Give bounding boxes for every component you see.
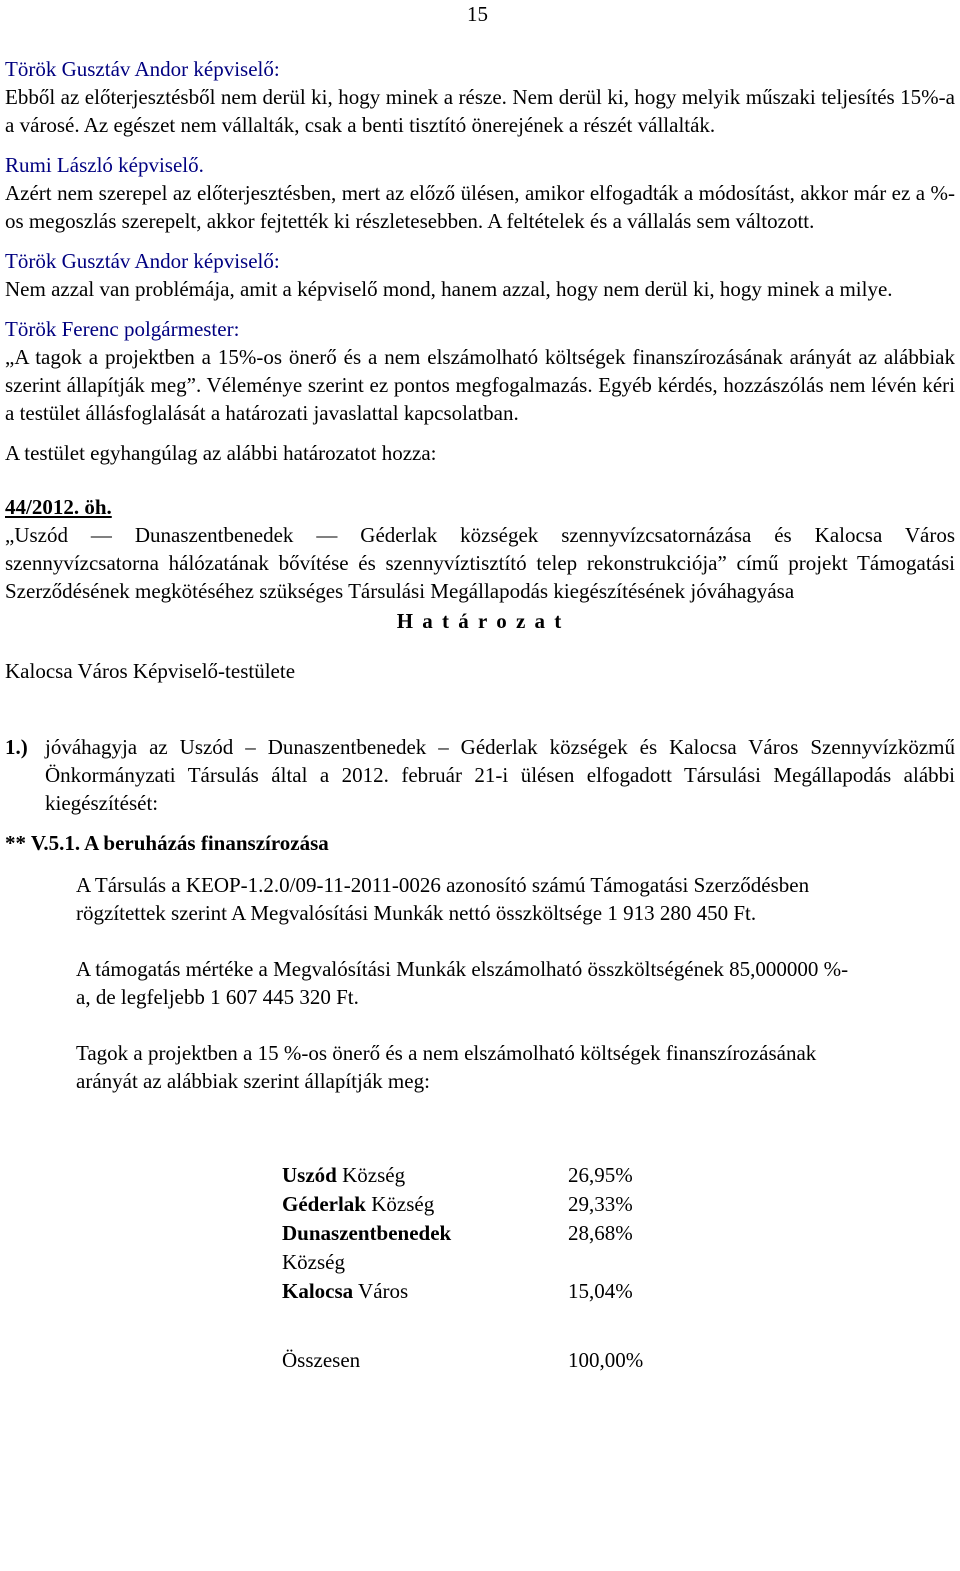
member-name: Uszód Község (282, 1163, 406, 1187)
section-title: ** V.5.1. A beruházás finanszírozása (5, 831, 329, 855)
page-number: 15 (467, 2, 488, 26)
speech-text: „A tagok a projektben a 15%-os önerő és a nem elszámolható költségek finanszírozásának arányát az alábbiak szerint állapítják meg”. Véleménye szerint ez pontos megfogalmazás. Egyéb kérdés, hozzászólás nem lévén kéri a testület állásfoglalását a határozati javaslattal kapcsolatban. (5, 345, 955, 425)
member-share: 26,95% (568, 1163, 633, 1187)
member-name: Géderlak Község (282, 1192, 435, 1216)
speech-text: Nem azzal van problémája, amit a képviselő mond, hanem azzal, hogy nem derül ki, hogy minek a milye. (5, 277, 893, 301)
speech-2 (5, 151, 955, 235)
council-name: Kalocsa Város Képviselő-testülete (5, 659, 296, 683)
speaker-name: Rumi László képviselő. (5, 153, 204, 177)
member-share: 15,04% (568, 1279, 633, 1303)
total-label: Összesen (282, 1348, 361, 1372)
speaker-name: Török Ferenc polgármester: (5, 317, 240, 341)
resolution-item (5, 733, 955, 817)
speech-4 (5, 315, 955, 427)
resolution-title: „Uszód — Dunaszentbenedek — Géderlak községek szennyvízcsatornázása és Kalocsa Város szennyvízcsatorna hálózatának bővítése és szennyvíztisztító telep rekonstrukciója” című projekt Támogatási Szerződésének megkötéséhez szükséges Társulási Megállapodás kiegészítésének jóváhagyása (5, 523, 955, 603)
resolution-number: 44/2012. öh. (5, 495, 112, 519)
member-name: Kalocsa Város (282, 1279, 409, 1303)
item-text: jóváhagyja az Uszód – Dunaszentbenedek – Géderlak községek és Kalocsa Város Szennyvízközmű Önkormányzati Társulás által a 2012. február 21-i ülésen elfogadott Társulási Megállapodás alábbi kiegészítését: (45, 735, 955, 815)
table-row (282, 1277, 643, 1306)
speech-3 (5, 247, 955, 303)
table-row (282, 1219, 643, 1277)
member-name: Dunaszentbenedek Község (282, 1221, 452, 1274)
speech-1 (5, 55, 955, 139)
item-number: 1.) (5, 735, 28, 759)
share-table (282, 1161, 643, 1375)
table-row (282, 1190, 643, 1219)
total-value: 100,00% (568, 1348, 644, 1372)
section-paragraph: Tagok a projektben a 15 %-os önerő és a nem elszámolható költségek finanszírozásának arányát az alábbiak szerint állapítják meg: (76, 1041, 817, 1093)
vote-statement: A testület egyhangúlag az alábbi határozatot hozza: (5, 441, 437, 465)
member-share: 29,33% (568, 1192, 633, 1216)
speech-text: Ebből az előterjesztésből nem derül ki, hogy minek a része. Nem derül ki, hogy melyik műszaki teljesítés 15%-a a városé. Az egészet nem vállalták, csak a benti tisztító önerejének a részét vállalták. (5, 85, 955, 137)
member-share: 28,68% (568, 1221, 633, 1245)
table-row (282, 1306, 643, 1375)
section-paragraph: A támogatás mértéke a Megvalósítási Munkák elszámolható összköltségének 85,000000 %-a, de legfeljebb 1 607 445 320 Ft. (76, 957, 849, 1009)
document-body (5, 55, 955, 1375)
speech-text: Azért nem szerepel az előterjesztésben, mert az előző ülésen, amikor elfogadták a módosítást, akkor már ez a %-os megoszlás szerepelt, akkor fejtették ki részletesebben. A feltételek és a vállalás sem változott. (5, 181, 955, 233)
speaker-name: Török Gusztáv Andor képviselő: (5, 249, 280, 273)
section-paragraph: A Társulás a KEOP-1.2.0/09-11-2011-0026 azonosító számú Támogatási Szerződésben rögzítettek szerint A Megvalósítási Munkák nettó összköltsége 1 913 280 450 Ft. (76, 873, 810, 925)
resolution-heading: H a t á r o z a t (396, 609, 564, 633)
table-row (282, 1161, 643, 1190)
speaker-name: Török Gusztáv Andor képviselő: (5, 57, 280, 81)
